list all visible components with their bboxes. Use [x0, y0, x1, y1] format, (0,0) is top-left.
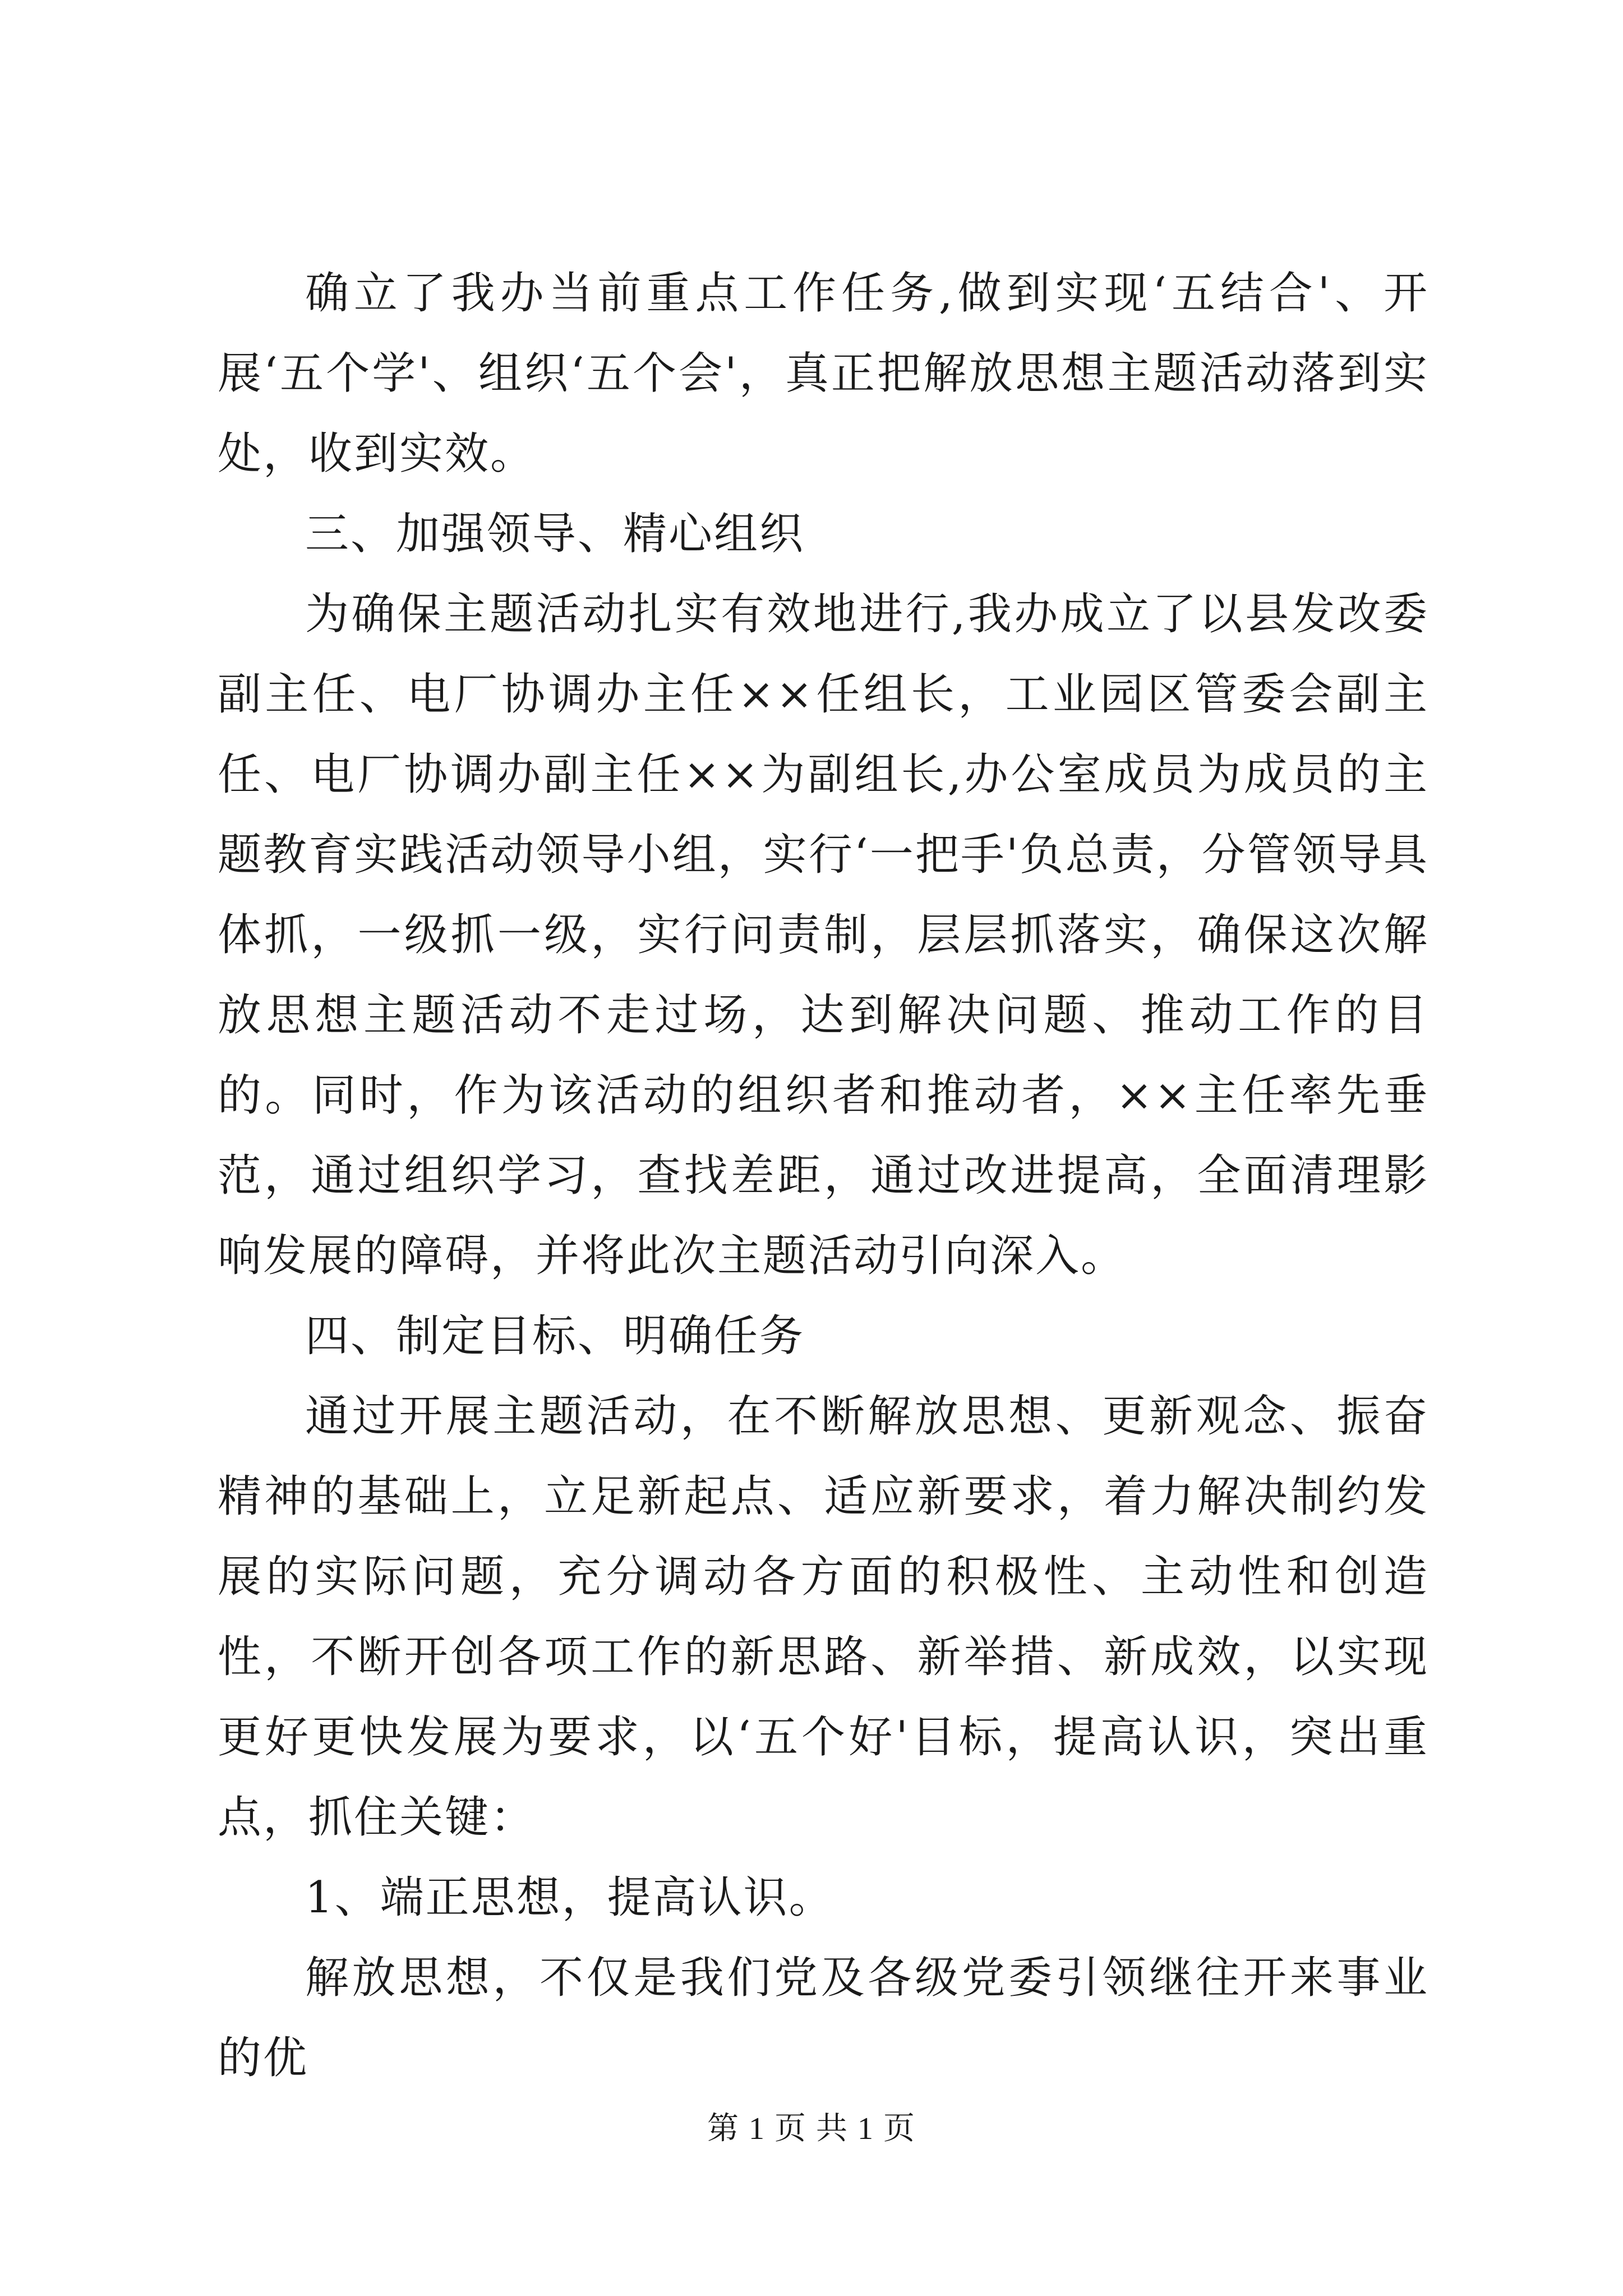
heading-item-1: 1、端正思想，提高认识。 — [305, 1872, 834, 1923]
paragraph-item-1: 解放思想，不仅是我们党及各级党委引领继往开来事业的优 — [218, 1953, 1429, 2083]
heading-section-4: 四、制定目标、明确任务 — [305, 1311, 805, 1361]
document-body — [218, 254, 1429, 2099]
heading-section-3: 三、加强领导、精心组织 — [305, 509, 805, 559]
paragraph-section-3: 为确保主题活动扎实有效地进行,我办成立了以县发改委副主任、电厂协调办主任××任组长，工业园区管委会副主任、电厂协调办副主任××为副组长,办公室成员为成员的主题教育实践活动领导小组，实行‘一把手'负总责，分管领导具体抓，一级抓一级，实行问责制，层层抓落实，确保这次解放思想主题活动不走过场，达到解决问题、推动工作的目的。同时，作为该活动的组织者和推动者，××主任率先垂范，通过组织学习，查找差距，通过改进提高，全面清理影响发展的障碍，并将此次主题活动引向深入。 — [218, 589, 1429, 1281]
paragraph-intro: 确立了我办当前重点工作任务,做到实现‘五结合'、开展‘五个学'、组织‘五个会'，真正把解放思想主题活动落到实处，收到实效。 — [218, 268, 1429, 479]
paragraph-section-4: 通过开展主题活动，在不断解放思想、更新观念、振奋精神的基础上，立足新起点、适应新要求，着力解决制约发展的实际问题，充分调动各方面的积极性、主动性和创造性，不断开创各项工作的新思路、新举措、新成效，以实现更好更快发展为要求，以‘五个好'目标，提高认识，突出重点，抓住关键： — [218, 1391, 1429, 1843]
page-footer: 第 1 页 共 1 页 — [707, 2111, 916, 2146]
